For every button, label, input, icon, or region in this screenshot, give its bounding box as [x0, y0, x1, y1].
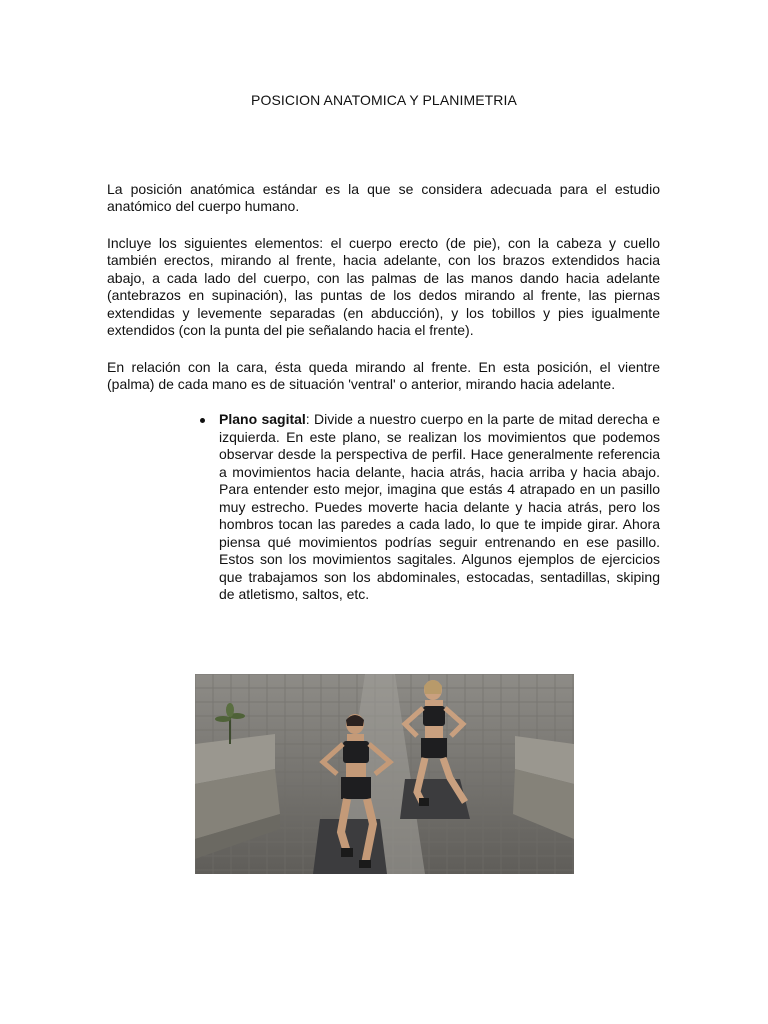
bullet-list	[196, 411, 660, 604]
lunge-exercise-photo	[195, 674, 574, 874]
document-title: POSICION ANATOMICA Y PLANIMETRIA	[251, 92, 517, 108]
photo-illustration	[195, 674, 574, 874]
bullet-icon	[200, 418, 205, 423]
bullet-item-plano-sagital	[196, 411, 660, 604]
paragraph-face: En relación con la cara, ésta queda mirando al frente. En esta posición, el vientre (palma) de cada mano es de situación 'ventral' o anterior, mirando hacia adelante.	[107, 359, 660, 393]
paragraph-elements: Incluye los siguientes elementos: el cuerpo erecto (de pie), con la cabeza y cuello también erectos, mirando al frente, hacia adelante, con los brazos extendidos hacia abajo, a cada lado del cuerpo, con las palmas de las manos dando hacia adelante (antebrazos en supinación), las puntas de los dedos mirando al frente, las piernas extendidas y levemente separadas (en abducción), y los tobillos y pies igualmente extendidos (con la punta del pie señalando hacia el frente).	[107, 235, 660, 339]
bullet-text: : Divide a nuestro cuerpo en la parte de mitad derecha e izquierda. En este plano, se realizan los movimientos que podemos observar desde la perspectiva de perfil. Hace generalmente referencia a movimientos hacia delante, hacia atrás, hacia arriba y hacia abajo. Para entender esto mejor, imagina que estás 4 atrapado en un pasillo muy estrecho. Puedes moverte hacia delante y hacia atrás, pero los hombros tocan las paredes a cada lado, lo que te impide girar. Ahora piensa qué movimientos podrías seguir entrenando en ese pasillo. Estos son los movimientos sagitales. Algunos ejemplos de ejercicios que trabajamos son los abdominales, estocadas, sentadillas, skiping de atletismo, saltos, etc.	[219, 411, 660, 602]
paragraph-intro: La posición anatómica estándar es la que se considera adecuada para el estudio anatómico del cuerpo humano.	[107, 181, 660, 215]
bullet-term: Plano sagital	[219, 411, 306, 427]
